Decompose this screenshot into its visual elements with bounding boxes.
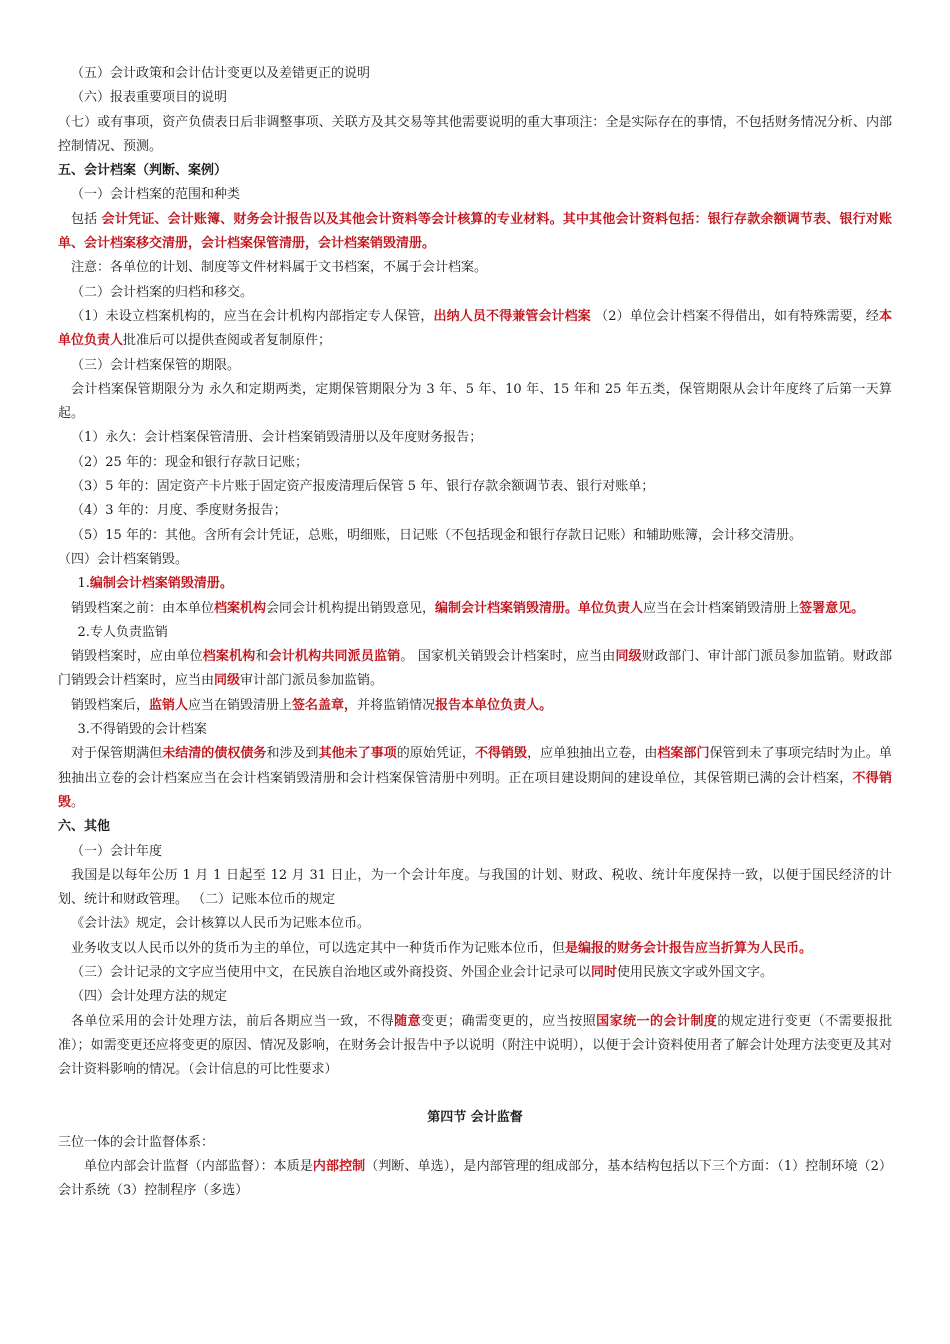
spacer	[58, 1082, 892, 1106]
emphasis-text: 不得销毁	[474, 746, 528, 762]
paragraph-not-destroyable: 对于保管期满但未结清的债权债务和涉及到其他未了事项的原始凭证，不得销毁，应单独抽出立卷，由档案部门保管到未了事项完结时为止。单独抽出立卷的会计档案应当在会计档案销毁清册和会计档案保管清册中列明。正在项目建设期间的建设单位，其保管期已满的会计档案，不得销毁。	[58, 746, 892, 810]
emphasis-text: 会计凭证、会计账簿、财务会计报告以及其他会计资料等会计核算的专业材料。其中其他会计资料包括：银行存款余额调节表、银行对账单、会计档案移交清册，会计档案保管清册，会计档案销毁清册。	[58, 211, 892, 252]
step-3-title: 3.不得销毁的会计档案	[77, 722, 207, 738]
paragraph-processing-method: 各单位采用的会计处理方法，前后各期应当一致，不得随意变更；确需变更的，应当按照国家统一的会计制度的规定进行变更（不需要报批准）；如需变更还应将变更的原因、情况及影响，在财务会计报告中予以说明（附注中说明），以便于会计资料使用者了解会计处理方法变更及其对会计资料影响的情况。（会计信息的可比性要求）	[58, 1013, 892, 1078]
retention-item-permanent: （1）永久：会计档案保管清册、会计档案销毁清册以及年度财务报告；	[71, 430, 483, 446]
subheading-archive-scope: （一）会计档案的范围和种类	[71, 187, 241, 203]
retention-item-5-years: （3）5 年的：固定资产卡片账于固定资产报废清理后保管 5 年、银行存款余额调节表、银行对账单；	[71, 479, 655, 495]
emphasis-text: 签署意见。	[799, 600, 865, 616]
paragraph-retention-period: 会计档案保管期限分为 永久和定期两类，定期保管期限分为 3 年、5 年、10 年、15 年和 25 年五类，保管期限从会计年度终了后第一天算起。	[58, 381, 892, 422]
item-report-items: （六）报表重要项目的说明	[71, 90, 228, 106]
subheading-accounting-year: （一）会计年度	[71, 843, 163, 859]
heading-section-6: 六、其他	[58, 819, 111, 835]
emphasis-text: 同时	[591, 964, 618, 980]
item-contingencies: （七）或有事项，资产负债表日后非调整事项、关联方及其交易等其他需要说明的重大事项注：全是实际存在的事情，不包括财务情况分析、内部控制情况、预测。	[58, 114, 892, 154]
emphasis-text: 签名盖章，	[292, 697, 358, 713]
step-1-title: 1.编制会计档案销毁清册。	[77, 576, 233, 592]
emphasis-text: 不得销毁	[58, 770, 892, 810]
emphasis-text: 内部控制	[312, 1159, 366, 1175]
paragraph-archive-scope: 包括 会计凭证、会计账簿、财务会计报告以及其他会计资料等会计核算的专业材料。其中其他会计资料包括：银行存款余额调节表、银行对账单、会计档案移交清册，会计档案保管清册，会计档案销毁清册。	[58, 211, 892, 252]
emphasis-text: 国家统一的会计制度	[596, 1013, 718, 1029]
paragraph-currency-law: 《会计法》规定，会计核算以人民币为记账本位币。	[71, 916, 371, 932]
emphasis-text: 档案部门	[657, 746, 710, 762]
emphasis-text: 出纳人员不得兼管会计档案	[433, 308, 591, 324]
paragraph-archive-filing: （1）未设立档案机构的，应当在会计机构内部指定专人保管，出纳人员不得兼管会计档案 （2）单位会计档案不得借出，如有特殊需要，经本单位负责人批准后可以提供查阅或者复制原件；	[58, 308, 892, 349]
emphasis-text: 本单位负责人	[58, 308, 892, 349]
paragraph-record-language: （三）会计记录的文字应当使用中文，在民族自治地区或外商投资、外国企业会计记录可以同时使用民族文字或外国文字。	[71, 964, 774, 980]
item-policy-change: （五）会计政策和会计估计变更以及差错更正的说明	[71, 66, 371, 81]
paragraph-supervision-system: 三位一体的会计监督体系：	[58, 1134, 215, 1150]
retention-item-25-years: （2）25 年的：现金和银行存款日记账；	[71, 454, 308, 470]
emphasis-text: 会计机构共同派员监销	[268, 649, 401, 665]
emphasis-text: 同级	[615, 649, 642, 665]
paragraph-during-destruction: 销毁档案时，应由单位档案机构和会计机构共同派员监销。 国家机关销毁会计档案时，应当由同级财政部门、审计部门派员参加监销。财政部门销毁会计档案时，应当由同级审计部门派员参加监销。	[58, 649, 892, 689]
subheading-processing-method: （四）会计处理方法的规定	[71, 989, 228, 1005]
step-2-title: 2.专人负责监销	[77, 624, 168, 640]
emphasis-text: 是编报的财务会计报告应当折算为人民币。	[565, 940, 813, 956]
emphasis-text: 同级	[214, 673, 241, 689]
subheading-archive-destruction: （四）会计档案销毁。	[58, 551, 189, 567]
emphasis-text: 未结清的债权债务	[162, 746, 267, 762]
subheading-archive-filing: （二）会计档案的归档和移交。	[71, 284, 254, 300]
emphasis-text: 随意	[394, 1013, 422, 1029]
emphasis-text: 档案机构	[214, 600, 267, 616]
paragraph-accounting-year: 我国是以每年公历 1 月 1 日起至 12 月 31 日止，为一个会计年度。与我国的计划、财政、税收、统计年度保持一致，以便于国民经济的计划、统计和财政管理。 （二）记账本位币的规定	[58, 867, 892, 908]
emphasis-text: 报告本单位负责人。	[435, 697, 553, 713]
section-4-title: 第四节 会计监督	[427, 1110, 523, 1126]
paragraph-before-destruction: 销毁档案之前：由本单位档案机构会同会计机构提出销毁意见，编制会计档案销毁清册。单位负责人应当在会计档案销毁清册上签署意见。	[71, 600, 865, 616]
paragraph-note: 注意：各单位的计划、制度等文件材料属于文书档案，不属于会计档案。	[71, 260, 488, 276]
paragraph-currency-rule: 业务收支以人民币以外的货币为主的单位，可以选定其中一种货币作为记账本位币，但是编报的财务会计报告应当折算为人民币。	[71, 940, 813, 956]
paragraph-internal-supervision: 单位内部会计监督（内部监督）：本质是内部控制（判断、单选），是内部管理的组成部分，基本结构包括以下三个方面：（1）控制环境（2）会计系统（3）控制程序（多选）	[58, 1159, 892, 1199]
emphasis-text: 档案机构	[202, 649, 256, 665]
heading-section-5: 五、会计档案（判断、案例）	[58, 163, 228, 179]
emphasis-text: 编制会计档案销毁清册。	[89, 576, 233, 592]
paragraph-after-destruction: 销毁档案后，监销人应当在销毁清册上签名盖章，并将监销情况报告本单位负责人。	[71, 697, 553, 713]
emphasis-text: 监销人	[149, 697, 189, 713]
subheading-retention-period: （三）会计档案保管的期限。	[71, 357, 241, 373]
retention-item-3-years: （4）3 年的：月度、季度财务报告；	[71, 503, 287, 519]
emphasis-text: 其他未了事项	[318, 746, 397, 762]
retention-item-15-years: （5）15 年的：其他。含所有会计凭证，总账，明细账，日记账（不包括现金和银行存款日记账）和辅助账簿，会计移交清册。	[71, 527, 802, 543]
emphasis-text: 编制会计档案销毁清册。单位负责人	[435, 600, 644, 616]
